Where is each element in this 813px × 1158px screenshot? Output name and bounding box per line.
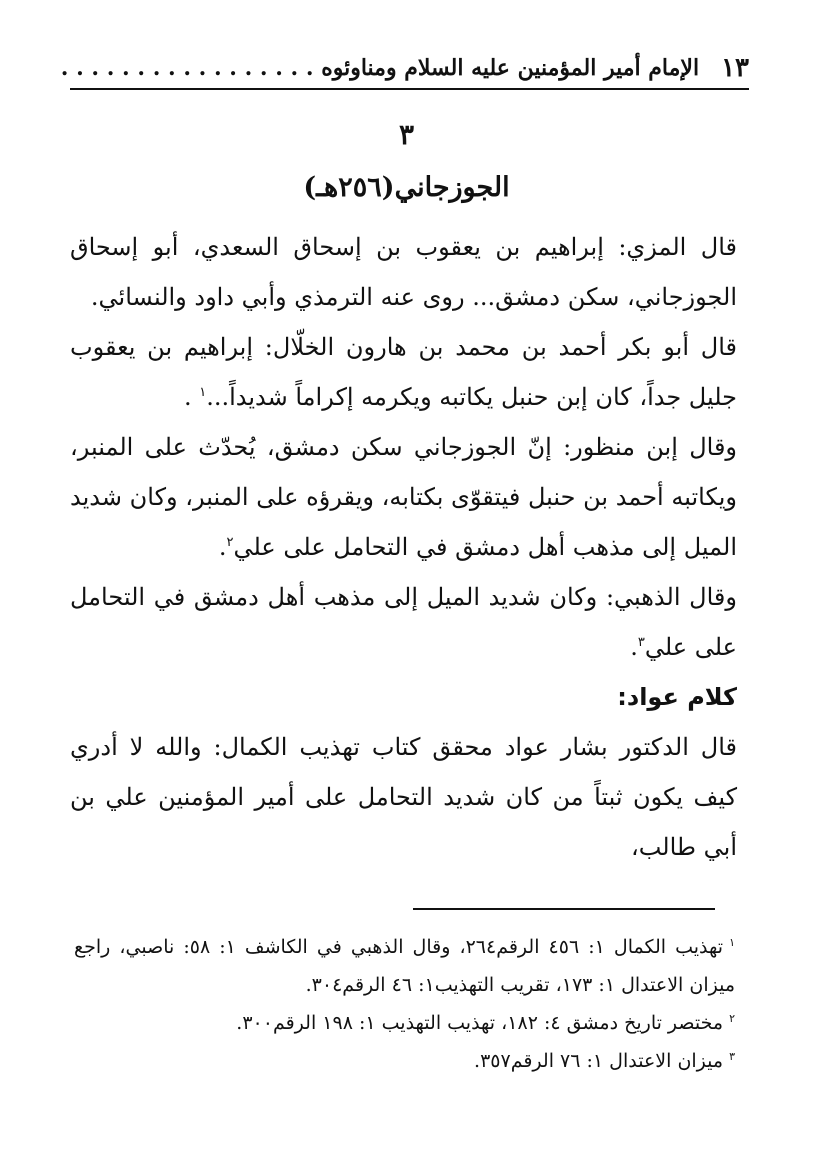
paragraph: وقال إبن منظور: إنّ الجوزجاني سكن دمشق، يُحدّث على المنبر، ويكاتبه أحمد بن حنبل فيتقوّى بكتابه، ويقرؤه على المنبر، وكان شديد الميل إلى مذهب أهل دمشق في التحامل على علي$^٢$. [70,433,737,561]
footnote-text: تهذيب الكمال ١: ٤٥٦ الرقم٢٦٤، وقال الذهبي في الكاشف ١: ٥٨: ناصبي، راجع ميزان الاعتدال ١: ١٧٣، تقريب التهذيب١: ٤٦ الرقم٣٠٤. [74,936,735,996]
paragraph-text: قال الدكتور بشار عواد محقق كتاب تهذيب الكمال: والله لا أدري كيف يكون ثبتاً من كان شديد التحامل على أمير المؤمنين علي بن أبي طالب، [70,733,737,861]
paragraph-text: وقال إبن منظور: إنّ الجوزجاني سكن دمشق، يُحدّث على المنبر، ويكاتبه أحمد بن حنبل فيتقوّى بكتابه، ويقرؤه على المنبر، وكان شديد الميل إلى مذهب أهل دمشق في التحامل على علي [70,433,737,561]
footnote-ref: ٢ [226,535,234,550]
paragraph [70,222,737,322]
paragraph: قال أبو بكر أحمد بن محمد بن هارون الخلّال: إبراهيم بن يعقوب جليل جداً، كان إبن حنبل يكاتبه ويكرمه إكراماً شديداً...$^١$ . [70,333,737,411]
footnote-marker: ٣ [729,1049,735,1063]
paragraph-text: قال أبو بكر أحمد بن محمد بن هارون الخلّال: إبراهيم بن يعقوب جليل جداً، كان إبن حنبل يكاتبه ويكرمه إكراماً شديداً... [70,333,737,411]
subheading: كلام عواد: [617,683,737,711]
section-number: ٣ [398,118,415,151]
running-title: الإمام أمير المؤمنين عليه السلام ومناوئوه . . . . . . . . . . . . . . . . . [60,55,700,81]
footnote [74,1042,735,1080]
page-number: ١٣ [721,53,749,83]
footnote [74,928,735,1004]
section-title: الجوزجاني(٢٥٦هـ) [303,172,510,203]
footnote-ref: ٣ [637,635,645,650]
footnote-divider [413,908,715,910]
main-text [70,222,737,872]
footnote-ref: ١ [199,385,207,400]
paragraph [70,722,737,872]
footnote-text: مختصر تاريخ دمشق ٤: ١٨٢، تهذيب التهذيب ١: ١٩٨ الرقم٣٠٠. [236,1012,724,1034]
paragraph-text: وقال الذهبي: وكان شديد الميل إلى مذهب أهل دمشق في التحامل على علي [70,583,737,661]
footnote-text: ميزان الاعتدال ١: ٧٦ الرقم٣٥٧. [474,1050,724,1072]
page-header [60,48,749,90]
footnote-marker: ١ [729,935,735,949]
paragraph: وقال الذهبي: وكان شديد الميل إلى مذهب أهل دمشق في التحامل على علي$^٣$. [70,583,737,661]
footnote-marker: ٢ [729,1011,735,1025]
footnote [74,1004,735,1042]
paragraph-text: قال المزي: إبراهيم بن يعقوب بن إسحاق السعدي، أبو إسحاق الجوزجاني، سكن دمشق... روى عنه الترمذي وأبي داود والنسائي. [70,233,737,311]
footnotes [74,928,735,1080]
